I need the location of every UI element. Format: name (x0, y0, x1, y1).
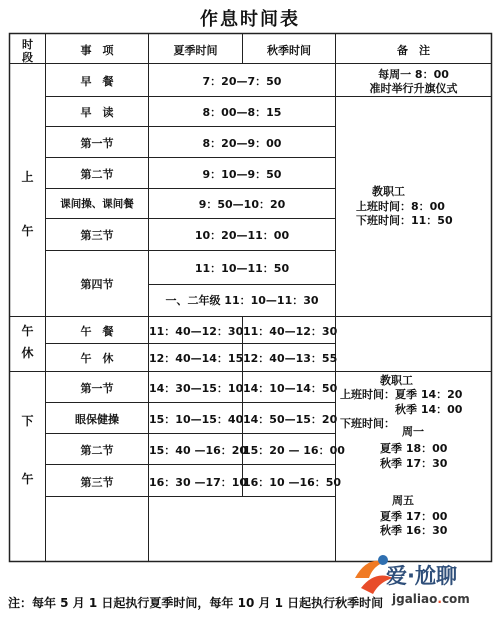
noon-summer-1: 12：40—14：15 (149, 352, 244, 365)
afternoon-item-2: 第二节 (80, 444, 114, 457)
page-title: 作息时间表 (200, 9, 300, 30)
remark-pm-on-autumn: 秋季 14：00 (395, 403, 463, 416)
morning-item-4: 课间操、课间餐 (60, 198, 134, 210)
noon-item-1: 午 休 (80, 352, 114, 365)
watermark-text: 爱·尬聊 (386, 564, 457, 588)
afternoon-summer-3: 16：30 —17：10 (149, 476, 248, 489)
morning-item-6: 第四节 (80, 278, 114, 291)
noon-summer-0: 11：40—12：30 (149, 325, 244, 338)
morning-time-3: 9：10—9：50 (202, 168, 282, 181)
remark-friday-autumn: 秋季 16：30 (380, 524, 448, 537)
remark-pm-on-summer: 夏季 14：20 (395, 388, 463, 401)
noon-autumn-0: 11：40—12：30 (243, 325, 338, 338)
morning-item-0: 早 餐 (80, 75, 114, 88)
header-period-line1: 时 (22, 38, 33, 51)
morning-time-2: 8：20—9：00 (202, 137, 282, 150)
period-afternoon-2: 午 (21, 472, 34, 486)
morning-time-6-junior: 一、二年级 11：10—11：30 (165, 294, 319, 307)
period-morning-2: 午 (21, 224, 34, 238)
afternoon-autumn-1: 14：50—15：20 (243, 413, 338, 426)
remark-friday: 周五 (392, 494, 414, 507)
header-remarks: 备 注 (397, 44, 430, 57)
afternoon-autumn-0: 14：10—14：50 (243, 382, 338, 395)
afternoon-autumn-2: 15：20 — 16：00 (243, 444, 345, 457)
period-noon-1: 午 (21, 324, 34, 338)
afternoon-item-1: 眼保健操 (75, 413, 119, 426)
remark-pm-title: 教职工 (380, 374, 413, 387)
remark-pm-on-label: 上班时间： (340, 388, 395, 401)
morning-time-6: 11：10—11：50 (194, 262, 290, 275)
morning-item-3: 第二节 (80, 168, 114, 181)
remark-flag-line1: 每周一 8：00 (378, 68, 449, 81)
footnote: 注：每年 5 月 1 日起执行夏季时间，每年 10 月 1 日起执行秋季时间 (8, 596, 384, 610)
morning-time-5: 10：20—11：00 (194, 229, 290, 242)
morning-time-0: 7：20—7：50 (202, 75, 282, 88)
header-period-line2: 段 (22, 51, 33, 64)
watermark-url: jgaliao.com (392, 592, 470, 606)
afternoon-item-3: 第三节 (80, 476, 114, 489)
afternoon-summer-1: 15：10—15：40 (149, 413, 244, 426)
period-afternoon-1: 下 (21, 414, 34, 428)
remark-monday-autumn: 秋季 17：30 (380, 457, 448, 470)
morning-item-2: 第一节 (80, 137, 114, 150)
header-autumn: 秋季时间 (267, 44, 311, 57)
morning-time-1: 8：00—8：15 (202, 106, 282, 119)
morning-item-1: 早 读 (80, 106, 114, 119)
morning-item-5: 第三节 (80, 229, 114, 242)
header-item: 事 项 (80, 44, 114, 57)
period-noon-2: 休 (21, 346, 34, 360)
remark-friday-summer: 夏季 17：00 (380, 510, 448, 523)
period-morning-1: 上 (21, 170, 34, 184)
remark-monday-summer: 夏季 18：00 (380, 442, 448, 455)
remark-staff-title: 教职工 (372, 185, 405, 198)
header-summer: 夏季时间 (173, 44, 218, 57)
remark-pm-off-label: 下班时间： (340, 417, 395, 430)
remark-staff-off: 下班时间：11：50 (356, 214, 453, 227)
afternoon-autumn-3: 16：10 —16：50 (243, 476, 342, 489)
remark-flag-line2: 准时举行升旗仪式 (369, 82, 458, 95)
noon-item-0: 午 餐 (80, 325, 114, 338)
noon-autumn-1: 12：40—13：55 (243, 352, 338, 365)
remark-staff-on: 上班时间：8：00 (356, 200, 445, 213)
remark-monday: 周一 (402, 425, 424, 438)
afternoon-summer-2: 15：40 —16：20 (149, 444, 248, 457)
afternoon-summer-0: 14：30—15：10 (149, 382, 244, 395)
morning-time-4: 9：50—10：20 (198, 198, 286, 211)
afternoon-item-0: 第一节 (80, 382, 114, 395)
